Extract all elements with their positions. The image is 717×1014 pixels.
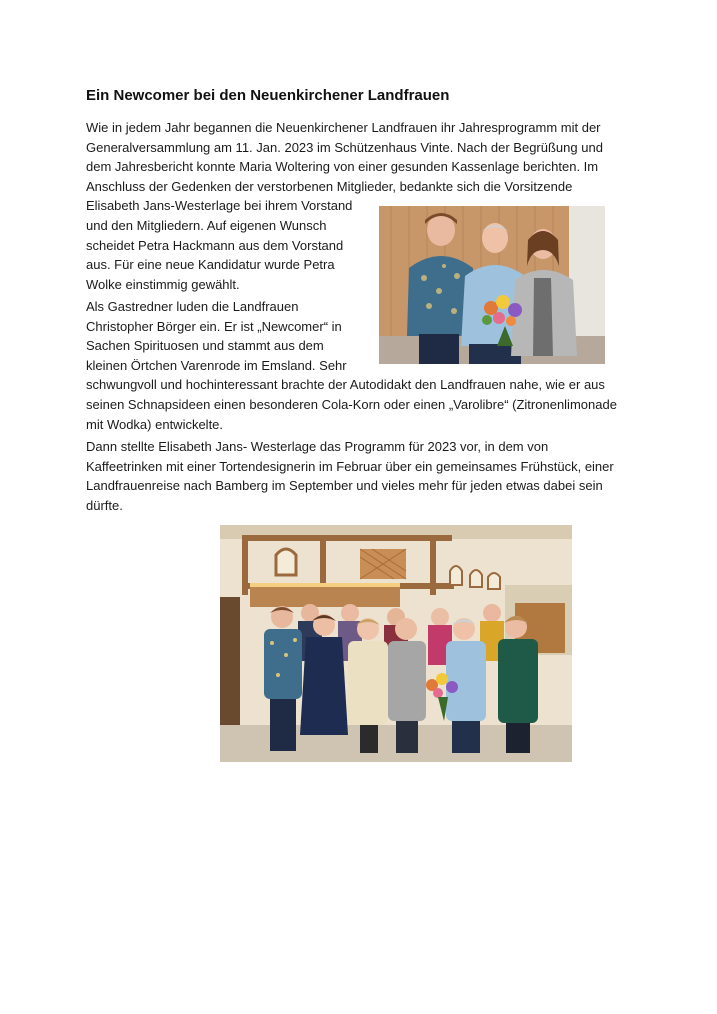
text-line: Sachen Spirituosen und stammt aus dem [86, 338, 324, 354]
text-line: und den Mitgliedern. Auf eigenen Wunsch [86, 217, 327, 233]
text-line: dürfte. [86, 497, 123, 513]
text-line: Landfrauenreise nach Bamberg im September und vieles mehr für jeden etwas dabei sein [86, 478, 603, 494]
text-line: schwungvoll und hochinteressant brachte der Autodidakt den Landfrauen nahe, wie er aus [86, 377, 605, 393]
paragraph-3 [86, 437, 646, 515]
text-line: aus. Für eine neue Kandidatur wurde Petra [86, 257, 335, 273]
text-line: dem Jahresbericht konnte Maria Woltering von einer gesunden Kassenlage berichten. Im [86, 159, 599, 175]
photo-group [220, 525, 572, 762]
article-title: Ein Newcomer bei den Neuenkirchener Landfrauen [86, 87, 450, 104]
text-line: kleinen Örtchen Varenrode im Emsland. Sehr [86, 357, 347, 373]
text-line: Wie in jedem Jahr begannen die Neuenkirchener Landfrauen ihr Jahresprogramm mit der [86, 120, 601, 135]
text-line: mit Wodka) entwickelte. [86, 416, 224, 432]
text-line: Anschluss der Gedenken der verstorbenen Mitglieder, bedankte sich die Vorsitzende [86, 178, 573, 194]
text-line: Als Gastredner luden die Landfrauen [86, 299, 299, 314]
text-line: Dann stellte Elisabeth Jans- Westerlage das Programm für 2023 vor, in dem von [86, 439, 549, 454]
photo-board-members [379, 206, 605, 364]
text-line: seinen Schnapsideen einen besonderen Cola-Korn oder einen „Varolibre“ (Zitronenlimonade [86, 396, 617, 412]
text-line: Elisabeth Jans-Westerlage bei ihrem Vorstand [86, 198, 353, 214]
text-line: Wolke einstimmig gewählt. [86, 276, 240, 292]
text-line: Generalversammlung am 11. Jan. 2023 im Schützenhaus Vinte. Nach der Begrüßung und [86, 139, 603, 155]
text-line: Christopher Börger ein. Er ist „Newcomer“ in [86, 318, 342, 334]
text-line: scheidet Petra Hackmann aus dem Vorstand [86, 237, 344, 253]
text-line: Kaffeetrinken mit einer Tortendesignerin im Februar über ein gemeinsames Frühstück, einer [86, 458, 614, 474]
